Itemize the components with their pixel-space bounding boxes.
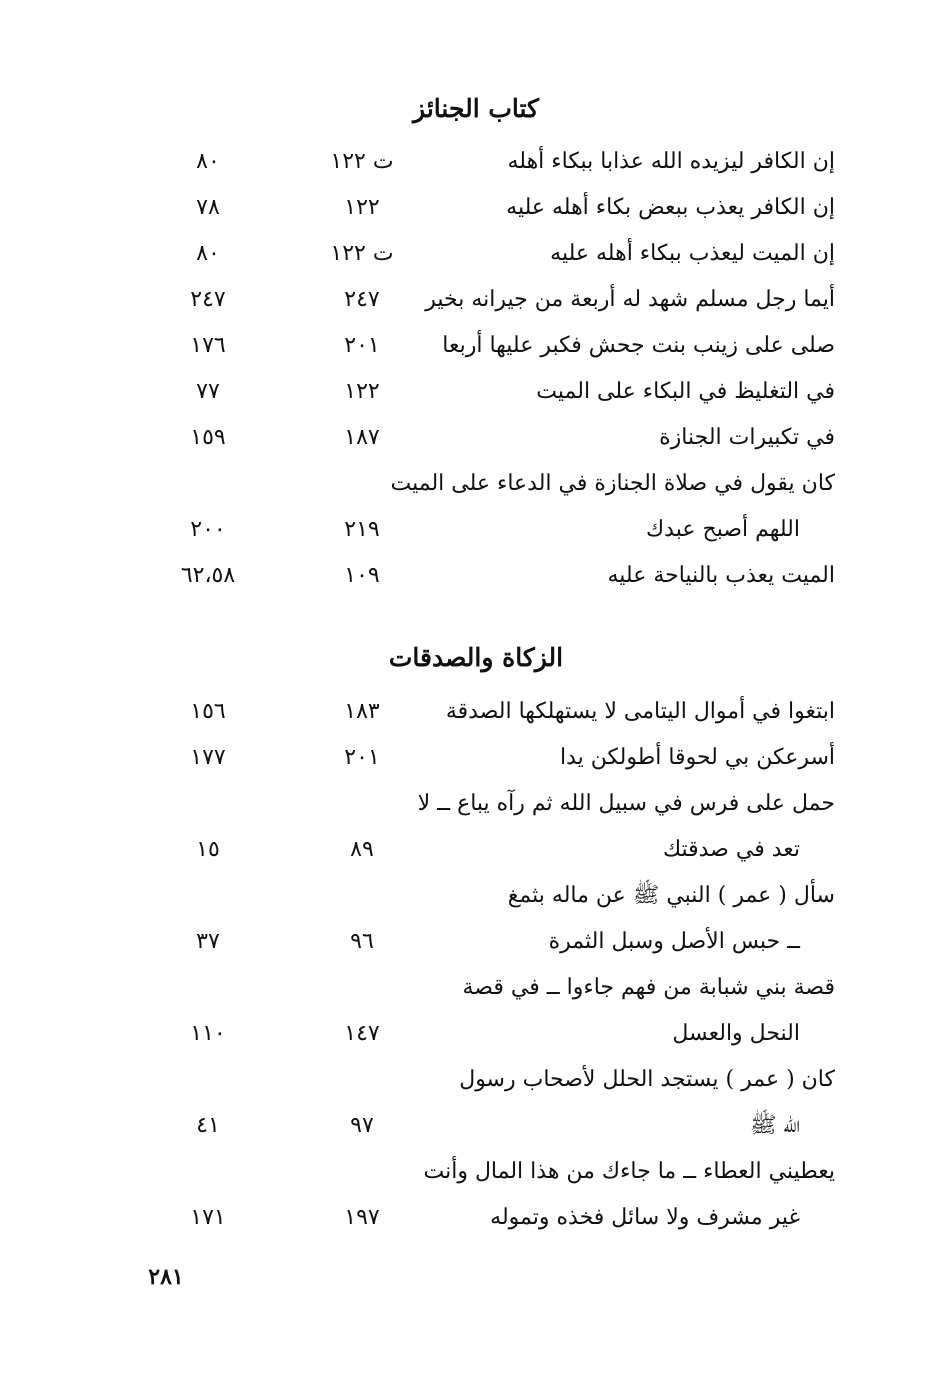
entry-ref-1: ١٤٧ [344,1021,380,1046]
section-title-funerals: كتاب الجنائز [413,94,539,123]
entry-ref-2: ٣٧ [196,929,220,954]
entry-ref-2: ١٧١ [190,1205,226,1230]
entry-text: أسرعكن بي لحوقا أطولكن يدا [560,745,835,770]
index-row [0,690,952,736]
entry-ref-2: ٨٠ [196,149,220,174]
index-row [0,1012,952,1058]
index-row [0,232,952,278]
index-row [0,1196,952,1242]
page-number: ٢٨١ [148,1264,184,1290]
entry-text: اللهم أصبح عبدك [646,517,800,542]
entry-text: كان ( عمر ) يستجد الحلل لأصحاب رسول [459,1067,835,1092]
entry-text: غير مشرف ولا سائل فخذه وتموله [490,1205,800,1230]
index-row [0,462,952,508]
entry-ref-1: ٩٧ [350,1113,374,1138]
entry-ref-2: ٤١ [196,1113,220,1138]
entry-ref-1: ٢٠١ [344,333,380,358]
entry-text: في تكبيرات الجنازة [659,425,835,450]
entry-ref-1: ٢٤٧ [344,287,380,312]
entry-text: كان يقول في صلاة الجنازة في الدعاء على الميت [390,471,835,496]
entry-ref-1: ٨٩ [350,837,374,862]
entry-ref-2: ٧٨ [196,195,220,220]
index-row [0,736,952,782]
entry-ref-1: ت ١٢٢ [330,241,394,266]
entry-text: إن الكافر يعذب ببعض بكاء أهله عليه [506,195,835,220]
index-row [0,1058,952,1104]
entry-ref-1: ت ١٢٢ [330,149,394,174]
index-row [0,370,952,416]
entry-ref-1: ١٠٩ [344,563,380,588]
entry-ref-2: ٨٠ [196,241,220,266]
index-row [0,416,952,462]
entry-text: في التغليظ في البكاء على الميت [536,379,835,404]
entry-ref-2: ١٥٩ [190,425,226,450]
index-row [0,1150,952,1196]
entry-ref-2: ٦٢،٥٨ [180,563,236,588]
index-row [0,1104,952,1150]
section-title-zakat: الزكاة والصدقات [388,643,564,672]
entry-text: ــ حبس الأصل وسبل الثمرة [548,929,800,954]
entry-text: الميت يعذب بالنياحة عليه [607,563,835,588]
index-row [0,508,952,554]
entry-text: قصة بني شبابة من فهم جاءوا ــ في قصة [462,975,835,1000]
entry-ref-1: ١٨٣ [344,699,380,724]
entry-text: تعد في صدقتك [662,837,800,862]
entry-ref-1: ١٢٢ [344,195,380,220]
entry-text: الله ﷺ [749,1113,800,1138]
entry-ref-1: ٢١٩ [344,517,380,542]
entry-text: ابتغوا في أموال اليتامى لا يستهلكها الصدقة [445,699,835,724]
entry-text: حمل على فرس في سبيل الله ثم رآه يباع ــ لا [417,791,835,816]
entry-ref-2: ١٧٧ [190,745,226,770]
entry-text: صلى على زينب بنت جحش فكبر عليها أربعا [442,333,835,358]
entry-ref-1: ١٨٧ [344,425,380,450]
index-row [0,554,952,600]
entry-ref-2: ١٧٦ [190,333,226,358]
index-row [0,278,952,324]
index-row [0,966,952,1012]
entry-text: يعطيني العطاء ــ ما جاءك من هذا المال وأنت [423,1159,835,1184]
index-row [0,186,952,232]
entry-text: أيما رجل مسلم شهد له أربعة من جيرانه بخير [425,287,835,312]
index-row [0,782,952,828]
index-row [0,324,952,370]
entry-ref-2: ٧٧ [196,379,220,404]
entry-text: إن الكافر ليزيده الله عذابا ببكاء أهله [507,149,835,174]
entry-text: سأل ( عمر ) النبي ﷺ عن ماله بثمغ [507,883,835,908]
entry-ref-2: ٢٤٧ [190,287,226,312]
index-row [0,828,952,874]
index-row [0,874,952,920]
entry-ref-2: ١٥ [196,837,220,862]
index-row [0,920,952,966]
entry-ref-1: ٢٠١ [344,745,380,770]
entry-ref-2: ٢٠٠ [190,517,226,542]
entry-text: إن الميت ليعذب ببكاء أهله عليه [550,241,835,266]
entry-text: النحل والعسل [672,1021,800,1046]
index-row [0,140,952,186]
entry-ref-1: ١٢٢ [344,379,380,404]
entry-ref-1: ٩٦ [350,929,374,954]
entry-ref-1: ١٩٧ [344,1205,380,1230]
entry-ref-2: ١٥٦ [190,699,226,724]
entry-ref-2: ١١٠ [190,1021,226,1046]
